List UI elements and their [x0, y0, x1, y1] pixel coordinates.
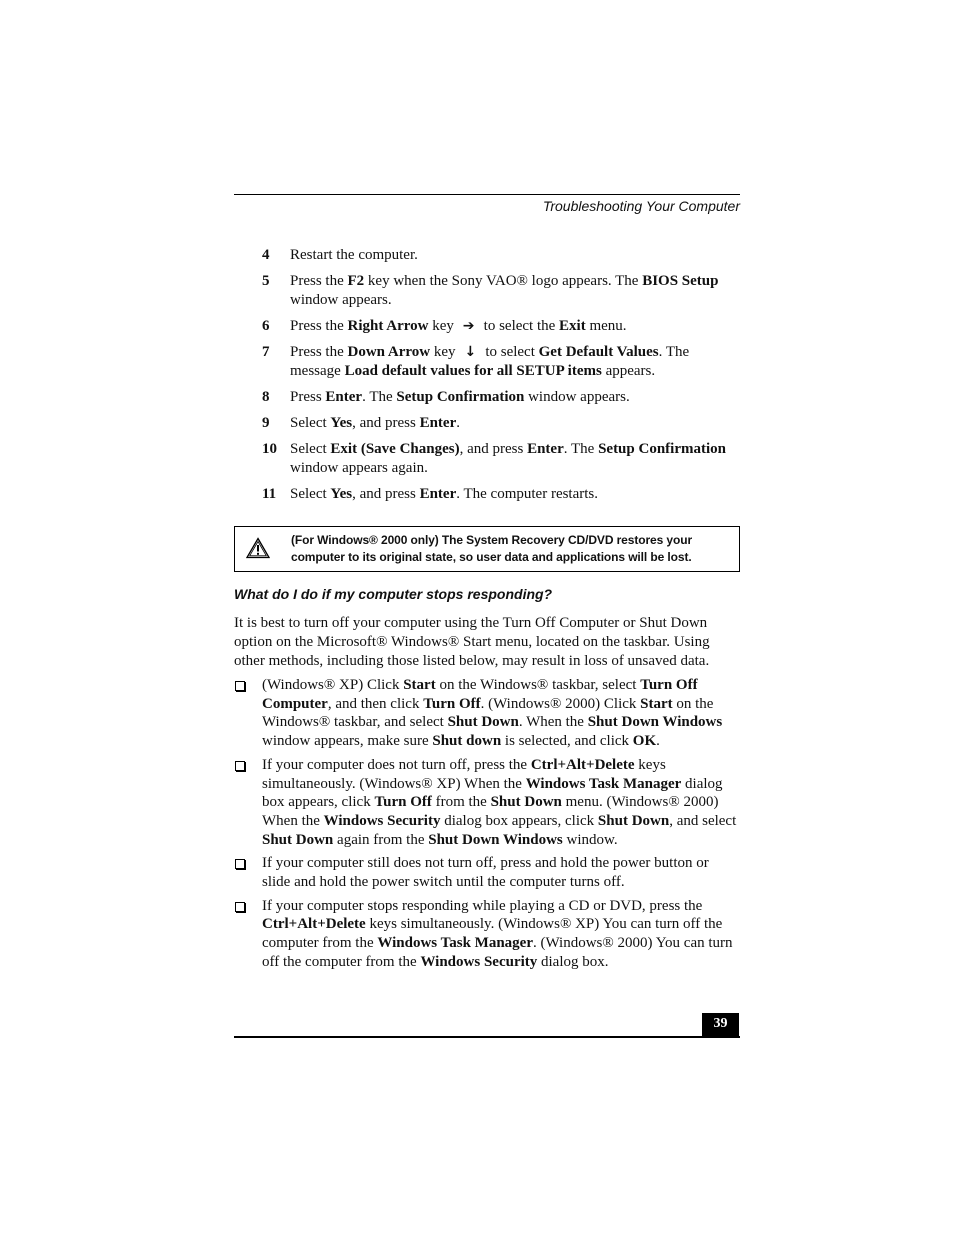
text-run: window appears.	[524, 389, 630, 405]
text-run: dialog box.	[537, 953, 609, 970]
text-run: Select	[290, 415, 331, 431]
text-run: . The	[362, 389, 397, 405]
text-run: on the Windows® taskbar, and select	[262, 695, 714, 731]
bullet-item	[234, 756, 740, 850]
text-run: dialog box appears, click	[262, 775, 723, 811]
bold-term: Turn Off Computer	[262, 677, 698, 712]
warning-triangle-icon	[246, 537, 270, 559]
text-run: (Windows® XP) Click	[262, 677, 404, 693]
step-text	[290, 389, 630, 405]
text-run: window.	[562, 831, 618, 848]
bold-term: Turn Off	[423, 695, 481, 712]
bold-term: Enter	[527, 441, 564, 457]
step-text	[290, 344, 689, 379]
bold-term: Enter	[325, 389, 363, 405]
bold-term: Shut down	[432, 733, 502, 750]
checkbox-bullet-icon	[235, 859, 245, 869]
text-run: . The computer restarts.	[456, 486, 599, 502]
bold-term: Start	[640, 695, 673, 712]
text-run: Select	[290, 441, 331, 457]
text-run: to select	[485, 344, 539, 360]
text-run: . The message	[290, 344, 690, 379]
step-number: 6	[262, 318, 270, 334]
step-item	[262, 485, 742, 504]
text-run: menu.	[585, 318, 627, 334]
bullet-text	[262, 677, 722, 749]
text-run: If your computer does not turn off, press the	[262, 756, 531, 773]
bold-term: Enter	[419, 415, 457, 431]
bullet-text	[262, 855, 709, 890]
bullet-text	[262, 757, 736, 848]
step-text	[290, 415, 460, 431]
text-run: Press the	[290, 273, 348, 289]
bullet-list	[234, 676, 740, 977]
text-run: , and press	[352, 415, 420, 431]
text-run: key when the Sony VAO® logo appears. The	[364, 273, 643, 289]
bold-term: Shut Down	[447, 714, 519, 731]
text-run: . (Windows® 2000) Click	[480, 695, 641, 712]
text-run: to select the	[483, 318, 560, 334]
text-run: If your computer stops responding while playing a CD or DVD, press the	[262, 897, 703, 914]
text-run: again from the	[333, 831, 429, 848]
text-run: menu. (Windows® 2000) When the	[262, 794, 719, 829]
checkbox-bullet-icon	[235, 902, 245, 912]
bold-term: Get Default Values	[538, 344, 659, 360]
bold-term: Start	[403, 677, 436, 693]
step-text	[290, 247, 418, 263]
bold-term: Shut Down	[597, 812, 670, 829]
bold-term: Windows Task Manager	[377, 935, 533, 952]
bold-term: Yes	[330, 486, 353, 502]
step-item	[262, 388, 742, 407]
bold-term: Load default values for all SETUP items	[344, 363, 602, 379]
text-run: Restart the computer.	[290, 247, 418, 263]
step-number: 5	[262, 273, 270, 289]
step-item	[262, 317, 742, 336]
bullet-item	[234, 676, 740, 751]
bold-term: Ctrl+Alt+Delete	[530, 756, 635, 773]
text-run: , and then click	[327, 695, 424, 712]
text-run: key	[430, 344, 460, 360]
bold-term: OK	[632, 733, 657, 750]
text-run: dialog box appears, click	[440, 812, 598, 829]
steps-list	[262, 246, 742, 511]
text-run: Press the	[290, 318, 348, 334]
bold-term: Ctrl+Alt+Delete	[262, 916, 366, 933]
text-run: , and press	[459, 441, 528, 457]
text-run: appears.	[601, 363, 656, 379]
step-number: 9	[262, 415, 270, 431]
step-item	[262, 414, 742, 433]
checkbox-bullet-icon	[235, 681, 245, 691]
step-number: 4	[262, 247, 270, 263]
step-number: 7	[262, 344, 270, 360]
text-run: Press	[290, 389, 326, 405]
step-item	[262, 343, 742, 381]
bold-term: Right Arrow	[347, 318, 429, 334]
text-run: Select	[290, 486, 331, 502]
running-head: Troubleshooting Your Computer	[542, 198, 740, 214]
warning-text: (For Windows® 2000 only) The System Recovery CD/DVD restores your computer to its original state, so user data and applications will be lost.	[291, 533, 693, 564]
header-rule	[234, 194, 740, 195]
bullet-text	[262, 898, 733, 970]
step-number: 10	[262, 441, 277, 457]
text-run: , and select	[669, 812, 737, 829]
text-run: If your computer still does not turn off, press and hold the power button or slide and hold the power switch until the computer turns off.	[262, 855, 709, 891]
intro-paragraph: It is best to turn off your computer using the Turn Off Computer or Shut Down option on the Microsoft® Windows® Start menu, located on the taskbar. Using other methods, including those listed below, may result in loss of unsaved data.	[234, 615, 710, 669]
text-run: . When the	[518, 714, 588, 731]
arrow-key-icon: ➔	[462, 318, 475, 334]
bold-term: Windows Task Manager	[525, 775, 682, 792]
bold-term: Exit	[559, 318, 586, 334]
text-run: keys simultaneously. (Windows® XP) When the	[262, 756, 666, 792]
text-run: on the Windows® taskbar, select	[435, 677, 641, 693]
bold-term: Enter	[419, 486, 457, 502]
warning-box	[234, 526, 740, 572]
bold-term: Exit (Save Changes)	[330, 441, 460, 457]
text-run: . The	[563, 441, 599, 457]
text-run: .	[456, 415, 460, 431]
bold-term: Shut Down Windows	[587, 714, 723, 731]
bullet-item	[234, 854, 740, 891]
bold-term: Setup Confirmation	[396, 389, 525, 405]
text-run: window appears again.	[290, 460, 428, 476]
text-run: . (Windows® 2000) You can turn off the computer from the	[262, 935, 733, 970]
bold-term: Turn Off	[374, 794, 432, 811]
step-text	[290, 273, 719, 308]
text-run: key	[428, 318, 458, 334]
step-text	[290, 441, 726, 476]
checkbox-bullet-icon	[235, 761, 245, 771]
step-item	[262, 246, 742, 265]
bold-term: BIOS Setup	[642, 273, 719, 289]
text-run: keys simultaneously. (Windows® XP) You can turn off the computer from the	[262, 916, 723, 952]
bold-term: Yes	[330, 415, 353, 431]
page-number: 39	[702, 1013, 739, 1036]
step-text	[290, 318, 627, 334]
text-run: is selected, and click	[501, 733, 633, 750]
step-item	[262, 440, 742, 478]
text-run: .	[656, 733, 660, 750]
text-run: , and press	[352, 486, 420, 502]
step-text	[290, 486, 598, 502]
text-run: Press the	[290, 344, 348, 360]
bold-term: Shut Down	[262, 831, 334, 848]
step-number: 11	[262, 486, 277, 502]
bullet-item	[234, 897, 740, 972]
bold-term: Shut Down	[490, 794, 562, 811]
arrow-key-icon: ↓	[464, 344, 477, 360]
footer-rule	[234, 1036, 740, 1038]
step-item	[262, 272, 742, 310]
section-question: What do I do if my computer stops responding?	[234, 586, 553, 602]
text-run: window appears.	[290, 292, 392, 308]
bold-term: Windows Security	[323, 812, 441, 829]
bold-term: Down Arrow	[347, 344, 431, 360]
text-run: from the	[431, 794, 491, 811]
step-number: 8	[262, 389, 270, 405]
bold-term: Windows Security	[420, 953, 538, 970]
bold-term: F2	[347, 273, 365, 289]
bold-term: Shut Down Windows	[428, 831, 563, 848]
bold-term: Setup Confirmation	[598, 441, 726, 457]
text-run: window appears, make sure	[262, 733, 433, 750]
